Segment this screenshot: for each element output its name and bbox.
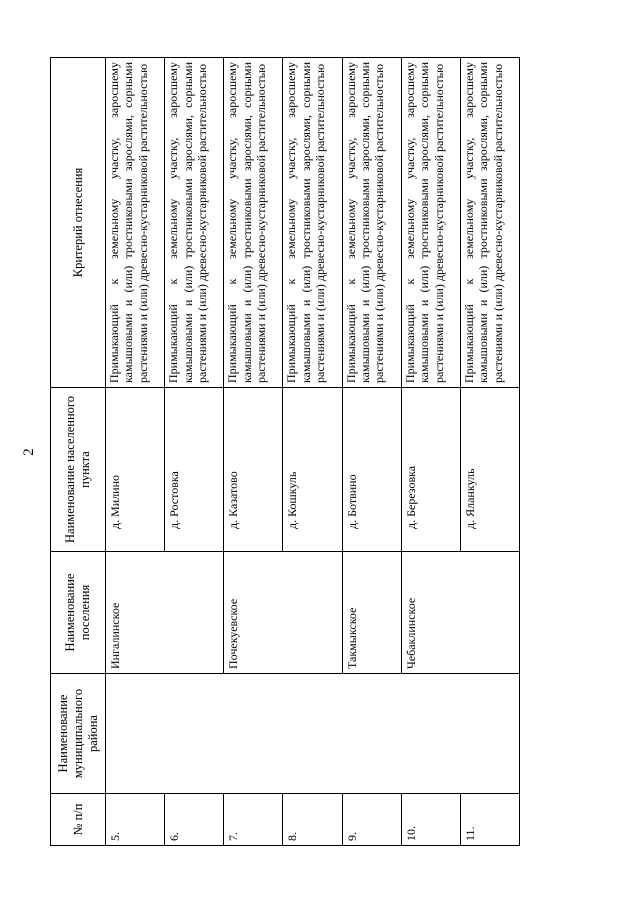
settlement-cell: Почекуевское bbox=[224, 552, 342, 674]
locality-cell: д. Ботвино bbox=[342, 388, 401, 552]
row-number: 11. bbox=[460, 794, 519, 846]
criterion-cell: Примыкающий к земельному участку, заросшему камышовыми и (или) тростниковыми зарослями, сорными растениями и (или) древесно-кустарниковой растительностью bbox=[460, 58, 519, 388]
header-district: Наименование муниципального района bbox=[51, 674, 106, 794]
settlement-cell: Чебаклинское bbox=[401, 552, 519, 674]
locality-cell: д. Кошкуль bbox=[283, 388, 342, 552]
criterion-cell: Примыкающий к земельному участку, заросшему камышовыми и (или) тростниковыми зарослями, сорными растениями и (или) древесно-кустарниковой растительностью bbox=[342, 58, 401, 388]
header-criterion: Критерий отнесения bbox=[51, 58, 106, 388]
district-cell bbox=[106, 674, 520, 794]
locality-cell: д. Березовка bbox=[401, 388, 460, 552]
rotated-table-container bbox=[50, 58, 520, 846]
row-number: 5. bbox=[106, 794, 165, 846]
row-number: 9. bbox=[342, 794, 401, 846]
criterion-cell: Примыкающий к земельному участку, заросшему камышовыми и (или) тростниковыми зарослями, сорными растениями и (или) древесно-кустарниковой растительностью bbox=[401, 58, 460, 388]
locality-cell: д. Яланкуль bbox=[460, 388, 519, 552]
header-locality: Наименование населенного пункта bbox=[51, 388, 106, 552]
header-settlement: Наименование поселения bbox=[51, 552, 106, 674]
table-frame bbox=[50, 58, 520, 846]
settlement-cell: Ингалинское bbox=[106, 552, 224, 674]
locality-cell: д. Казатово bbox=[224, 388, 283, 552]
locality-cell: д. Ростовка bbox=[165, 388, 224, 552]
criterion-cell: Примыкающий к земельному участку, заросшему камышовыми и (или) тростниковыми зарослями, сорными растениями и (или) древесно-кустарниковой растительностью bbox=[224, 58, 283, 388]
settlement-cell: Такмыкское bbox=[342, 552, 401, 674]
row-number: 7. bbox=[224, 794, 283, 846]
row-number: 10. bbox=[401, 794, 460, 846]
criterion-cell: Примыкающий к земельному участку, заросшему камышовыми и (или) тростниковыми зарослями, сорными растениями и (или) древесно-кустарниковой растительностью bbox=[106, 58, 165, 388]
criterion-cell: Примыкающий к земельному участку, заросшему камышовыми и (или) тростниковыми зарослями, сорными растениями и (или) древесно-кустарниковой растительностью bbox=[165, 58, 224, 388]
page-number: 2 bbox=[20, 448, 37, 456]
table-row bbox=[106, 58, 165, 846]
settlements-table bbox=[50, 57, 520, 846]
table-header-row bbox=[51, 58, 106, 846]
row-number: 6. bbox=[165, 794, 224, 846]
row-number: 8. bbox=[283, 794, 342, 846]
locality-cell: д. Милино bbox=[106, 388, 165, 552]
header-num: № п/п bbox=[51, 794, 106, 846]
criterion-cell: Примыкающий к земельному участку, заросшему камышовыми и (или) тростниковыми зарослями, сорными растениями и (или) древесно-кустарниковой растительностью bbox=[283, 58, 342, 388]
